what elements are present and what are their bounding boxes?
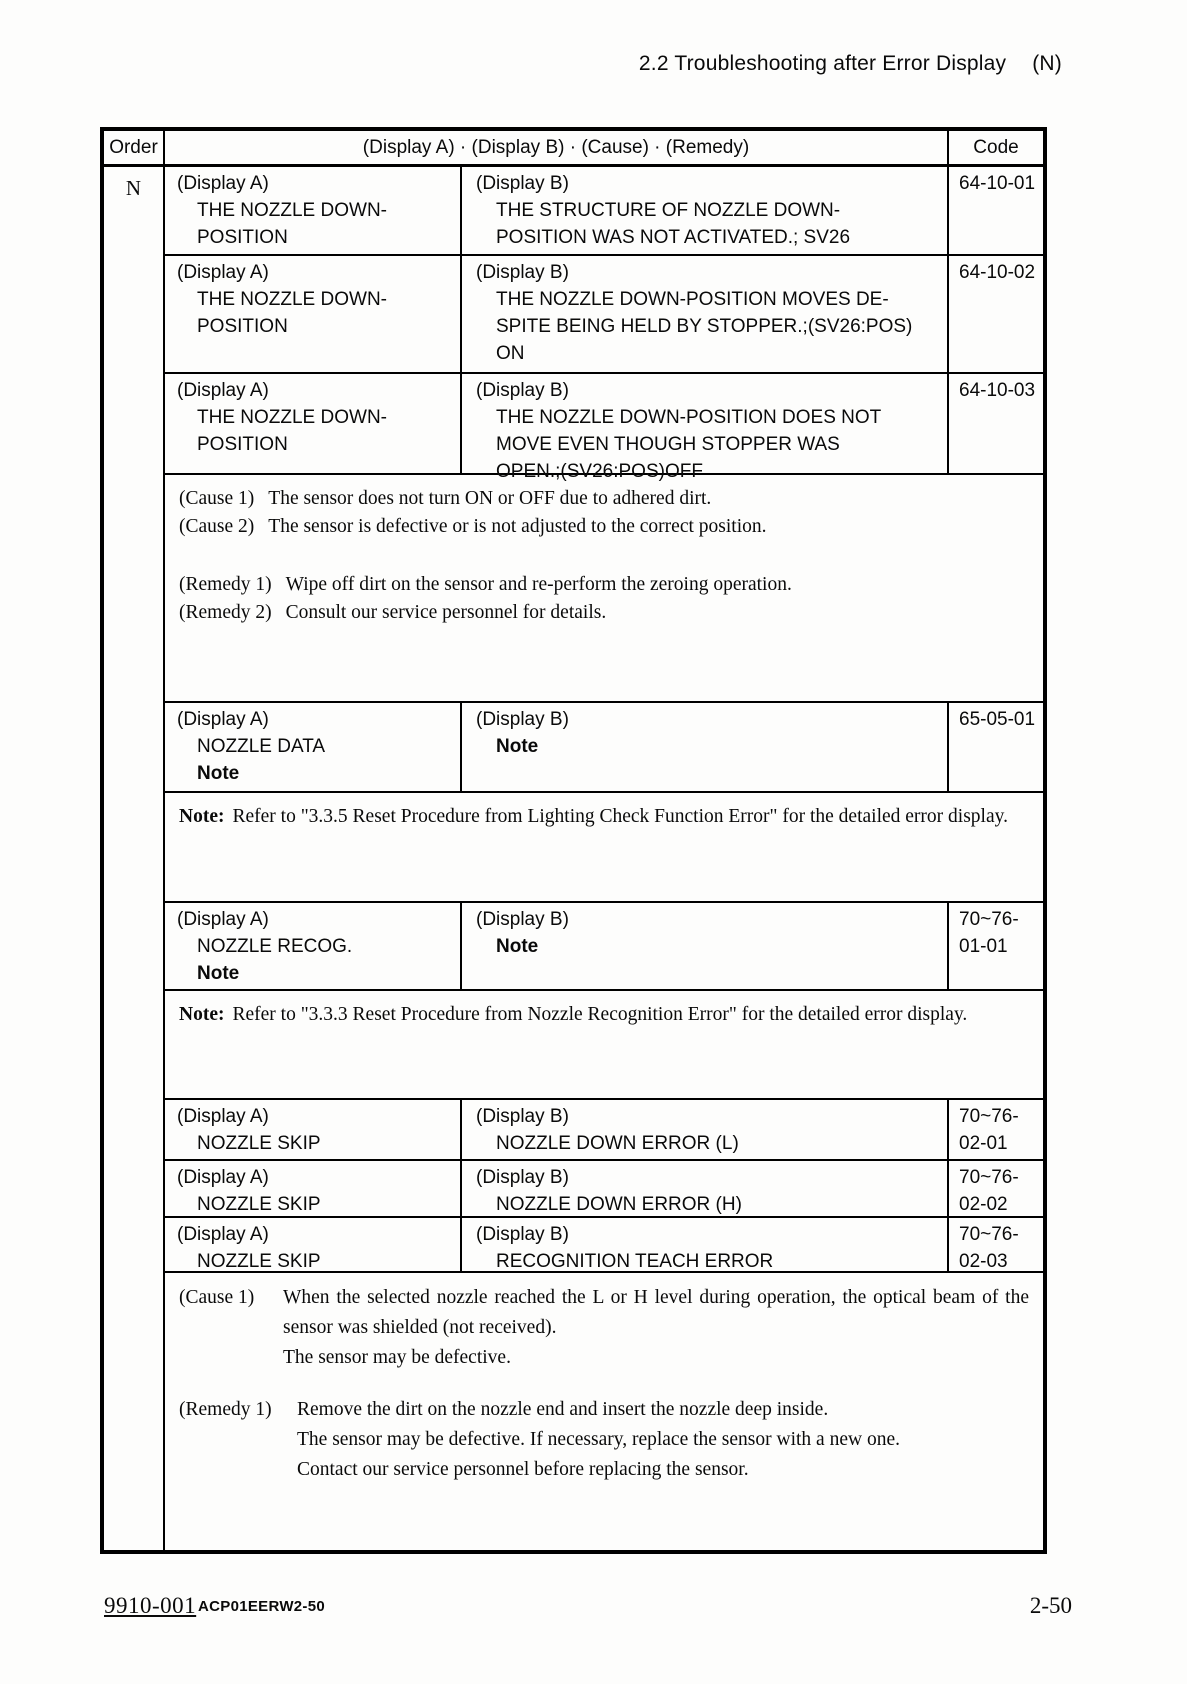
column-header-code: Code xyxy=(973,136,1019,158)
display-a-cell: (Display A) NOZZLE SKIP xyxy=(165,1218,462,1271)
display-a-cell: (Display A) THE NOZZLE DOWN- POSITION xyxy=(165,374,462,473)
note-text: Refer to "3.3.5 Reset Procedure from Lighting Check Function Error" for the detailed error display. xyxy=(232,806,1008,827)
order-tag: (N) xyxy=(1032,52,1062,75)
code-cell: 64-10-02 xyxy=(959,262,1036,283)
cause-line xyxy=(179,485,1029,513)
cause-line xyxy=(179,1283,1029,1373)
order-cell: N xyxy=(104,167,165,1550)
display-b-cell: (Display B) RECOGNITION TEACH ERROR xyxy=(462,1218,949,1271)
code-cell: 70~76- 02-03 xyxy=(959,1224,1019,1272)
troubleshooting-table xyxy=(100,127,1047,1554)
code-cell: 65-05-01 xyxy=(959,709,1036,730)
column-header-middle: (Display A) · (Display B) · (Cause) · (Remedy) xyxy=(165,131,949,164)
display-a-cell: (Display A) NOZZLE DATA Note xyxy=(165,703,462,791)
cause-text: When the selected nozzle reached the L or H level during operation, the optical beam of the sensor was shielded (not received). The sensor may be defective. xyxy=(283,1287,1029,1368)
table-row xyxy=(165,167,1043,256)
remedy-label: (Remedy 1) xyxy=(179,1399,272,1420)
page-number: 2-50 xyxy=(1029,1593,1072,1618)
cause-line xyxy=(179,513,1029,541)
table-row xyxy=(165,1100,1043,1161)
display-b-cell: (Display B) THE NOZZLE DOWN-POSITION DOES NOT MOVE EVEN THOUGH STOPPER WAS OPEN.;(SV26:POS)OFF xyxy=(462,374,949,473)
display-a-cell: (Display A) THE NOZZLE DOWN- POSITION xyxy=(165,167,462,254)
page-footer xyxy=(0,1593,1187,1633)
cause-text: The sensor does not turn ON or OFF due to adhered dirt. xyxy=(268,488,712,509)
display-b-cell: (Display B) NOZZLE DOWN ERROR (H) xyxy=(462,1161,949,1216)
display-b-cell: (Display B) THE NOZZLE DOWN-POSITION MOVES DE- SPITE BEING HELD BY STOPPER.;(SV26:POS) ON xyxy=(462,256,949,372)
column-header-order: Order xyxy=(104,131,165,164)
cause-remedy-block xyxy=(165,1273,1043,1550)
cause-label: (Cause 1) xyxy=(179,1287,255,1308)
remedy-line xyxy=(179,599,1029,627)
document-number: 9910-001 xyxy=(104,1593,197,1618)
cause-label: (Cause 1) xyxy=(179,488,255,509)
table-row xyxy=(165,374,1043,482)
spacer xyxy=(179,1373,1029,1395)
code-cell: 70~76- 01-01 xyxy=(959,909,1019,957)
display-a-cell: (Display A) THE NOZZLE DOWN- POSITION xyxy=(165,256,462,372)
remedy-label: (Remedy 2) xyxy=(179,602,272,623)
remedy-text: Consult our service personnel for details. xyxy=(285,602,607,623)
spacer xyxy=(179,541,1029,571)
remedy-line xyxy=(179,1395,1029,1485)
note-label: Note: xyxy=(179,806,225,827)
display-a-cell: (Display A) NOZZLE RECOG. Note xyxy=(165,903,462,989)
display-b-cell: (Display B) THE STRUCTURE OF NOZZLE DOWN- POSITION WAS NOT ACTIVATED.; SV26 xyxy=(462,167,949,254)
display-b-cell: (Display B) NOZZLE DOWN ERROR (L) xyxy=(462,1100,949,1159)
table-row xyxy=(165,903,1043,991)
display-a-cell: (Display A) NOZZLE SKIP xyxy=(165,1161,462,1216)
remedy-text: Wipe off dirt on the sensor and re-perform the zeroing operation. xyxy=(285,574,792,595)
document-code: ACP01EERW2-50 xyxy=(198,1598,326,1615)
remedy-text: Remove the dirt on the nozzle end and insert the nozzle deep inside. The sensor may be defective. If necessary, replace the sensor with a new one. Contact our service personnel before replacing the sensor. xyxy=(297,1399,900,1480)
remedy-line xyxy=(179,571,1029,599)
code-cell: 70~76- 02-02 xyxy=(959,1167,1019,1215)
display-b-cell: (Display B) Note xyxy=(462,703,949,791)
note-block xyxy=(165,793,1043,903)
rows-column xyxy=(165,167,1043,1550)
display-b-cell: (Display B) Note xyxy=(462,903,949,989)
cause-label: (Cause 2) xyxy=(179,516,255,537)
table-row xyxy=(165,1161,1043,1218)
note-line xyxy=(179,803,1029,831)
cause-remedy-block xyxy=(165,475,1043,703)
section-title: 2.2 Troubleshooting after Error Display xyxy=(638,52,1007,75)
remedy-label: (Remedy 1) xyxy=(179,574,272,595)
code-cell: 64-10-03 xyxy=(959,380,1036,401)
table-row xyxy=(165,1218,1043,1273)
note-block xyxy=(165,991,1043,1100)
display-a-cell: (Display A) NOZZLE SKIP xyxy=(165,1100,462,1159)
code-cell: 70~76- 02-01 xyxy=(959,1106,1019,1154)
note-text: Refer to "3.3.3 Reset Procedure from Nozzle Recognition Error" for the detailed error display. xyxy=(232,1004,968,1025)
table-body xyxy=(104,167,1043,1550)
table-row xyxy=(165,703,1043,793)
cause-text: The sensor is defective or is not adjusted to the correct position. xyxy=(268,516,767,537)
note-line xyxy=(179,1001,1029,1029)
page-header xyxy=(639,52,1062,76)
note-label: Note: xyxy=(179,1004,225,1025)
code-cell: 64-10-01 xyxy=(959,173,1036,194)
table-row xyxy=(165,256,1043,374)
table-header-row xyxy=(104,131,1043,167)
